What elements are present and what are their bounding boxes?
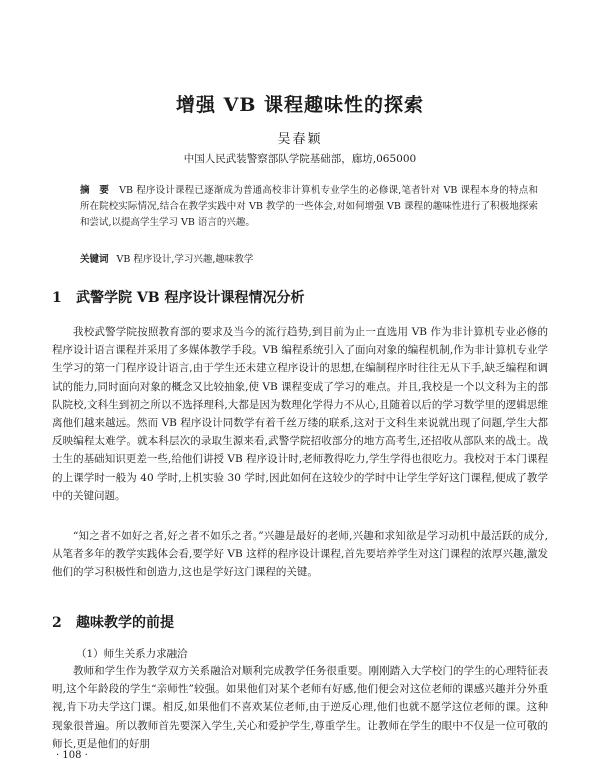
page-number: · 108 ·: [56, 750, 88, 761]
section-1-paragraph-2: “知之者不如好之者,好之者不如乐之者。”兴趣是最好的老师,兴趣和求知欲是学习动机中最活跃的成分,从笔者多年的教学实践体会看,要学好 VB 这样的程序设计课程,首先要培养学生对这门课程的浓厚兴趣,激发他们的学习积极性和创造力,这也是学好这门课程的关键。: [52, 530, 548, 579]
section-1-title: 武警学院 VB 程序设计课程情况分析: [76, 290, 305, 306]
section-2-heading: [52, 612, 174, 632]
keywords: [80, 251, 538, 265]
abstract-text: VB 程序设计课程已逐渐成为普通高校非计算机专业学生的必修课,笔者针对 VB 课程本身的特点和所在院校实际情况,结合在教学实践中对 VB 教学的一些体会,对如何增强 VB 课程的趣味性进行了积极地探索和尝试,以提高学生学习 VB 语言的兴趣。: [80, 185, 538, 228]
section-1-heading: [52, 287, 304, 307]
section-1-number: 1: [52, 290, 62, 306]
section-2-number: 2: [52, 615, 62, 631]
author-name: 吴春颖: [277, 132, 323, 147]
section-2-paragraph-1: 教师和学生作为教学双方关系融洽对顺利完成教学任务很重要。刚刚踏入大学校门的学生的心理特征表明,这个年龄段的学生“亲师性”较强。如果他们对某个老师有好感,他们便会对这位老师的课感兴趣并分外重视,肯下功夫学这门课。相反,如果他们不喜欢某位老师,由于逆反心理,他们也就不愿学这位老师的课。这种现象很普遍。所以教师首先要深入学生,关心和爱护学生,尊重学生。让教师在学生的眼中不仅是一位可敬的师长,更是他们的好朋: [52, 665, 548, 750]
keywords-text: VB 程序设计,学习兴趣,趣味教学: [116, 254, 254, 265]
abstract-label: 摘 要: [80, 185, 110, 196]
affiliation: 中国人民武装警察部队学院基础部，廊坊,065000: [183, 153, 417, 165]
keywords-label: 关键词: [80, 254, 109, 265]
section-1-paragraph-1: 我校武警学院按照教育部的要求及当今的流行趋势,到目前为止一直选用 VB 作为非计算机专业必修的程序设计语言课程并采用了多媒体教学手段。VB 编程系统引入了面向对象的编程机制,作为非计算机专业学生学习的第一门程序设计语言,由于学生还未建立程序设计的思想,在编制程序时往往无从下手,缺乏编程和调试的能力,同时面向对象的概念又比较抽象,使 VB 课程变成了学习的难点。并且,我校是一个以文科为主的部队院校,文科生到初之所以不选择理科,大都是因为数理化学得力不从心,且随着以后的学习数学里的逻辑思维离他们越来越远。然而 VB 程序设计同数学有着千丝万缕的联系,这对于文科生来说就出现了问题,学生大都反映编程太难学。就本科层次的录取生源来看,武警学院招收部分的地方高考生,还招收从部队来的战士。战士生的基础知识更差一些,给他们讲授 VB 程序设计时,老师教得吃力,学生学得也很吃力。我校对于本门课程的上课学时一般为 40 学时,上机实验 30 学时,因此如何在这较少的学时中让学生学好这门课程,便成了教学中的关键问题。: [52, 326, 548, 502]
section-2-title: 趣味教学的前提: [76, 615, 174, 631]
subsection-heading: （1）师生关系力求融洽: [76, 648, 188, 660]
abstract: [80, 183, 538, 231]
paper-title: 增强 VB 课程趣味性的探索: [175, 94, 425, 116]
